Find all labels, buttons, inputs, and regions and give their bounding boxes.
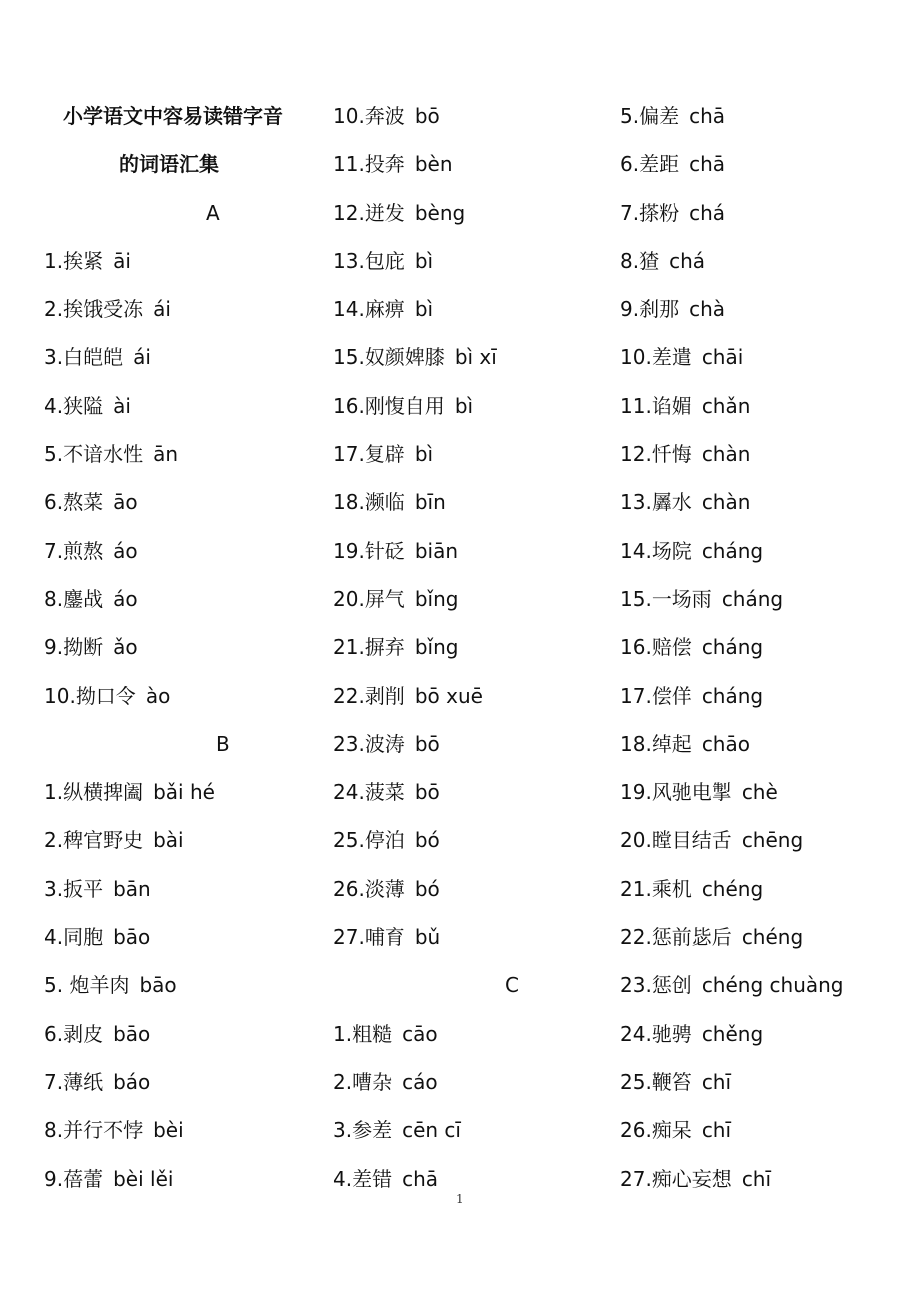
entry-word: 嘈杂 (352, 1069, 393, 1094)
entry-pinyin: bō (414, 104, 440, 128)
entry-word: 复辟 (364, 442, 405, 467)
entry-word: 差错 (352, 1166, 393, 1191)
word-entry (44, 961, 294, 1009)
entry-word: 鏖战 (63, 586, 104, 611)
entry-word: 奔波 (364, 104, 405, 128)
entry-pinyin: bō (414, 780, 440, 805)
word-entry (44, 913, 294, 961)
word-entry (44, 237, 294, 285)
entry-number: 13. (333, 248, 365, 273)
entry-pinyin: chéng (741, 925, 804, 950)
entry-number: 12. (620, 442, 652, 467)
entry-word: 摒弃 (364, 635, 405, 660)
entry-word: 濒临 (364, 490, 405, 515)
entry-word: 熬菜 (63, 490, 104, 515)
word-entry (44, 816, 294, 864)
entry-number: 17. (333, 442, 365, 467)
word-entry (333, 816, 598, 864)
word-entry (333, 1106, 598, 1154)
entry-word: 投奔 (364, 152, 405, 177)
entry-number: 27. (333, 925, 365, 950)
entry-word: 忏悔 (651, 442, 692, 467)
entry-pinyin: bèi lěi (113, 1166, 174, 1191)
entry-pinyin: chàn (701, 442, 751, 467)
page-title: 的词语汇集 (119, 152, 219, 177)
entry-pinyin: bì (454, 393, 474, 418)
entry-number: 4. (44, 925, 64, 950)
entry-number: 9. (620, 297, 640, 322)
entry-word: 猹 (639, 248, 660, 273)
entry-number: 2. (44, 828, 64, 853)
entry-word: 绰起 (651, 731, 692, 756)
entry-pinyin: bǐng (414, 635, 459, 660)
entry-pinyin: chī (701, 1118, 732, 1143)
entry-word: 包庇 (364, 248, 405, 273)
word-entry (44, 285, 294, 333)
entry-word: 煎熬 (63, 538, 104, 563)
entry-number: 6. (44, 490, 64, 515)
entry-pinyin: bì (414, 248, 434, 273)
entry-pinyin: chī (701, 1069, 732, 1094)
entry-word: 同胞 (63, 925, 104, 950)
entry-pinyin: chī (741, 1166, 772, 1191)
entry-number: 10. (333, 104, 365, 128)
entry-pinyin: ái (133, 345, 151, 370)
entry-number: 20. (333, 586, 365, 611)
entry-word: 差距 (639, 152, 680, 177)
entry-number: 6. (44, 1021, 64, 1046)
word-entry (333, 333, 598, 381)
word-entry (44, 865, 294, 913)
entry-pinyin: ào (145, 683, 171, 708)
entry-pinyin: bèng (414, 200, 466, 225)
word-entry (333, 623, 598, 671)
entry-pinyin: bīn (414, 490, 446, 515)
entry-pinyin: bì (414, 297, 434, 322)
word-entry (620, 672, 910, 720)
word-entry (620, 961, 910, 1009)
entry-word: 针砭 (364, 538, 405, 563)
entry-word: 不谙水性 (63, 442, 144, 467)
entry-number: 13. (620, 490, 652, 515)
entry-pinyin: ǎo (113, 635, 138, 660)
entry-pinyin: cáo (402, 1069, 438, 1094)
entry-pinyin: chè (741, 780, 778, 805)
entry-number: 24. (620, 1021, 652, 1046)
entry-number: 19. (620, 780, 652, 805)
entry-number: 14. (620, 538, 652, 563)
word-entry (44, 1010, 294, 1058)
entry-word: 谄媚 (651, 393, 692, 418)
entry-pinyin: cāo (402, 1021, 438, 1046)
column-3 (620, 92, 910, 1203)
entry-number: 21. (333, 635, 365, 660)
entry-word: 纵横捭阖 (63, 780, 144, 805)
entry-number: 4. (333, 1166, 353, 1191)
entry-word: 麻痹 (364, 297, 405, 322)
entry-word: 惩前毖后 (651, 925, 732, 950)
entry-word: 白皑皑 (63, 345, 124, 370)
entry-word: 痴呆 (651, 1118, 692, 1143)
entry-pinyin: cháng (701, 538, 764, 563)
entry-pinyin: cháng (721, 586, 784, 611)
entry-number: 5. (44, 973, 70, 998)
section-heading-c: C (505, 973, 519, 998)
entry-number: 19. (333, 538, 365, 563)
entry-word: 挨紧 (63, 248, 104, 273)
entry-pinyin: chá (689, 200, 726, 225)
entry-number: 3. (44, 345, 64, 370)
word-entry (333, 92, 598, 140)
word-entry (620, 189, 910, 237)
word-entry (333, 865, 598, 913)
entry-pinyin: bì (414, 442, 434, 467)
entry-number: 4. (44, 393, 64, 418)
entry-pinyin: báo (113, 1069, 151, 1094)
entry-word: 参差 (352, 1118, 393, 1143)
word-entry (620, 623, 910, 671)
entry-pinyin: chěng (701, 1021, 764, 1046)
entry-pinyin: bèn (414, 152, 453, 177)
entry-pinyin: chá (669, 248, 706, 273)
entry-pinyin: chéng chuàng (701, 973, 844, 998)
entry-word: 剥削 (364, 683, 405, 708)
entry-number: 11. (620, 393, 652, 418)
entry-number: 18. (620, 731, 652, 756)
entry-number: 1. (44, 248, 64, 273)
entry-word: 奴颜婢膝 (364, 345, 445, 370)
entry-word: 菠菜 (364, 780, 405, 805)
entry-pinyin: bān (113, 876, 151, 901)
entry-pinyin: chǎn (701, 393, 751, 418)
entry-word: 蓓蕾 (63, 1166, 104, 1191)
word-entry (333, 382, 598, 430)
word-entry (333, 430, 598, 478)
word-entry (44, 768, 294, 816)
entry-word: 拗口令 (75, 683, 136, 708)
entry-word: 粗糙 (352, 1021, 393, 1046)
entry-number: 24. (333, 780, 365, 805)
entry-pinyin: āi (113, 248, 131, 273)
word-entry (44, 430, 294, 478)
word-entry (620, 1058, 910, 1106)
word-entry (333, 1058, 598, 1106)
word-entry (333, 768, 598, 816)
entry-word: 鞭笞 (651, 1069, 692, 1094)
entry-pinyin: bāo (113, 1021, 151, 1046)
word-entry (620, 1155, 910, 1203)
entry-word: 剥皮 (63, 1021, 104, 1046)
word-entry (333, 140, 598, 188)
word-entry (620, 913, 910, 961)
word-entry (44, 333, 294, 381)
entry-number: 7. (620, 200, 640, 225)
entry-word: 停泊 (364, 828, 405, 853)
word-entry (620, 92, 910, 140)
entry-pinyin: bǎi hé (153, 780, 215, 805)
word-entry (620, 575, 910, 623)
entry-number: 23. (333, 731, 365, 756)
entry-number: 8. (44, 586, 64, 611)
word-entry (333, 1010, 598, 1058)
word-entry (620, 333, 910, 381)
entry-number: 21. (620, 876, 652, 901)
entry-word: 波涛 (364, 731, 405, 756)
entry-number: 25. (620, 1069, 652, 1094)
entry-number: 1. (333, 1021, 353, 1046)
word-entry (44, 1155, 294, 1203)
entry-pinyin: chà (689, 297, 726, 322)
entry-number: 7. (44, 538, 64, 563)
entry-word: 拗断 (63, 635, 104, 660)
entry-word: 搽粉 (639, 200, 680, 225)
entry-word: 扳平 (63, 876, 104, 901)
entry-pinyin: cháng (701, 683, 764, 708)
entry-word: 刹那 (639, 297, 680, 322)
word-entry (620, 527, 910, 575)
entry-word: 狭隘 (63, 393, 104, 418)
entry-pinyin: bó (414, 876, 440, 901)
word-entry (333, 672, 598, 720)
entry-number: 15. (333, 345, 365, 370)
entry-pinyin: cháng (701, 635, 764, 660)
entry-number: 12. (333, 200, 365, 225)
entry-number: 11. (333, 152, 365, 177)
entry-word: 薄纸 (63, 1069, 104, 1094)
word-entry (333, 237, 598, 285)
word-entry (44, 1106, 294, 1154)
entry-number: 18. (333, 490, 365, 515)
entry-pinyin: cēn cī (402, 1118, 461, 1143)
entry-pinyin: bǐng (414, 586, 459, 611)
word-entry (620, 1106, 910, 1154)
entry-word: 淡薄 (364, 876, 405, 901)
entry-number: 8. (44, 1118, 64, 1143)
word-entry (333, 478, 598, 526)
word-entry (333, 189, 598, 237)
entry-number: 3. (333, 1118, 353, 1143)
entry-number: 26. (620, 1118, 652, 1143)
entry-number: 2. (333, 1069, 353, 1094)
word-entry (620, 430, 910, 478)
entry-pinyin: bài (153, 828, 184, 853)
entry-pinyin: āo (113, 490, 138, 515)
entry-number: 15. (620, 586, 652, 611)
entry-word: 炮羊肉 (69, 973, 130, 998)
entry-pinyin: bō xuē (414, 683, 483, 708)
word-entry (333, 285, 598, 333)
entry-word: 迸发 (364, 200, 405, 225)
entry-word: 并行不悖 (63, 1118, 144, 1143)
entry-pinyin: ái (153, 297, 171, 322)
column-1 (44, 92, 294, 1203)
entry-pinyin: chā (402, 1166, 439, 1191)
word-entry (333, 575, 598, 623)
column-2 (333, 92, 598, 1203)
entry-number: 7. (44, 1069, 64, 1094)
entry-number: 16. (333, 393, 365, 418)
word-entry (620, 382, 910, 430)
word-entry (44, 478, 294, 526)
word-entry (333, 1155, 598, 1203)
word-entry (44, 1058, 294, 1106)
entry-pinyin: bāo (139, 973, 177, 998)
entry-pinyin: bāo (113, 925, 151, 950)
entry-number: 10. (620, 345, 652, 370)
entry-word: 刚愎自用 (364, 393, 445, 418)
entry-word: 场院 (651, 538, 692, 563)
entry-number: 25. (333, 828, 365, 853)
entry-word: 稗官野史 (63, 828, 144, 853)
entry-pinyin: chāo (701, 731, 750, 756)
entry-word: 乘机 (651, 876, 692, 901)
entry-pinyin: ān (153, 442, 179, 467)
entry-word: 差遣 (651, 345, 692, 370)
entry-word: 赔偿 (651, 635, 692, 660)
entry-number: 10. (44, 683, 76, 708)
entry-pinyin: chā (689, 152, 726, 177)
entry-number: 16. (620, 635, 652, 660)
entry-pinyin: bǔ (414, 925, 441, 950)
entry-number: 9. (44, 1166, 64, 1191)
entry-number: 26. (333, 876, 365, 901)
entry-pinyin: chēng (741, 828, 804, 853)
entry-word: 一场雨 (651, 586, 712, 611)
entry-word: 驰骋 (651, 1021, 692, 1046)
word-entry (620, 237, 910, 285)
entry-number: 20. (620, 828, 652, 853)
word-entry (44, 672, 294, 720)
word-entry (333, 913, 598, 961)
entry-number: 6. (620, 152, 640, 177)
entry-number: 2. (44, 297, 64, 322)
entry-pinyin: bó (414, 828, 440, 853)
entry-word: 惩创 (651, 973, 692, 998)
entry-pinyin: chàn (701, 490, 751, 515)
entry-pinyin: bō (414, 731, 440, 756)
entry-word: 痴心妄想 (651, 1166, 732, 1191)
entry-pinyin: chāi (701, 345, 744, 370)
entry-pinyin: bì xī (454, 345, 497, 370)
entry-number: 5. (620, 104, 640, 128)
entry-number: 9. (44, 635, 64, 660)
entry-number: 5. (44, 442, 64, 467)
section-heading-b: B (216, 731, 230, 756)
word-entry (620, 768, 910, 816)
word-entry (620, 140, 910, 188)
word-entry (44, 527, 294, 575)
word-entry (620, 285, 910, 333)
entry-word: 风驰电掣 (651, 780, 732, 805)
word-entry (620, 865, 910, 913)
word-entry (44, 382, 294, 430)
word-entry (620, 816, 910, 864)
section-heading-a: A (206, 200, 220, 225)
entry-word: 偏差 (639, 104, 680, 128)
entry-pinyin: áo (113, 586, 138, 611)
entry-pinyin: chéng (701, 876, 764, 901)
entry-word: 挨饿受冻 (63, 297, 144, 322)
entry-number: 23. (620, 973, 652, 998)
entry-number: 27. (620, 1166, 652, 1191)
entry-word: 屏气 (364, 586, 405, 611)
word-entry (44, 623, 294, 671)
entry-pinyin: bèi (153, 1118, 184, 1143)
word-entry (333, 720, 598, 768)
entry-number: 1. (44, 780, 64, 805)
entry-number: 22. (333, 683, 365, 708)
entry-word: 偿佯 (651, 683, 692, 708)
entry-word: 哺育 (364, 925, 405, 950)
entry-word: 瞠目结舌 (651, 828, 732, 853)
word-entry (333, 527, 598, 575)
entry-number: 8. (620, 248, 640, 273)
entry-number: 17. (620, 683, 652, 708)
entry-word: 羼水 (651, 490, 692, 515)
entry-number: 3. (44, 876, 64, 901)
entry-pinyin: chā (689, 104, 726, 128)
page-number: 1 (456, 1192, 464, 1206)
entry-pinyin: áo (113, 538, 138, 563)
page-title: 小学语文中容易读错字音 (63, 104, 283, 128)
entry-pinyin: ài (113, 393, 131, 418)
entry-number: 22. (620, 925, 652, 950)
entry-number: 14. (333, 297, 365, 322)
word-entry (44, 575, 294, 623)
entry-pinyin: biān (414, 538, 458, 563)
word-entry (620, 1010, 910, 1058)
word-entry (620, 720, 910, 768)
word-entry (620, 478, 910, 526)
